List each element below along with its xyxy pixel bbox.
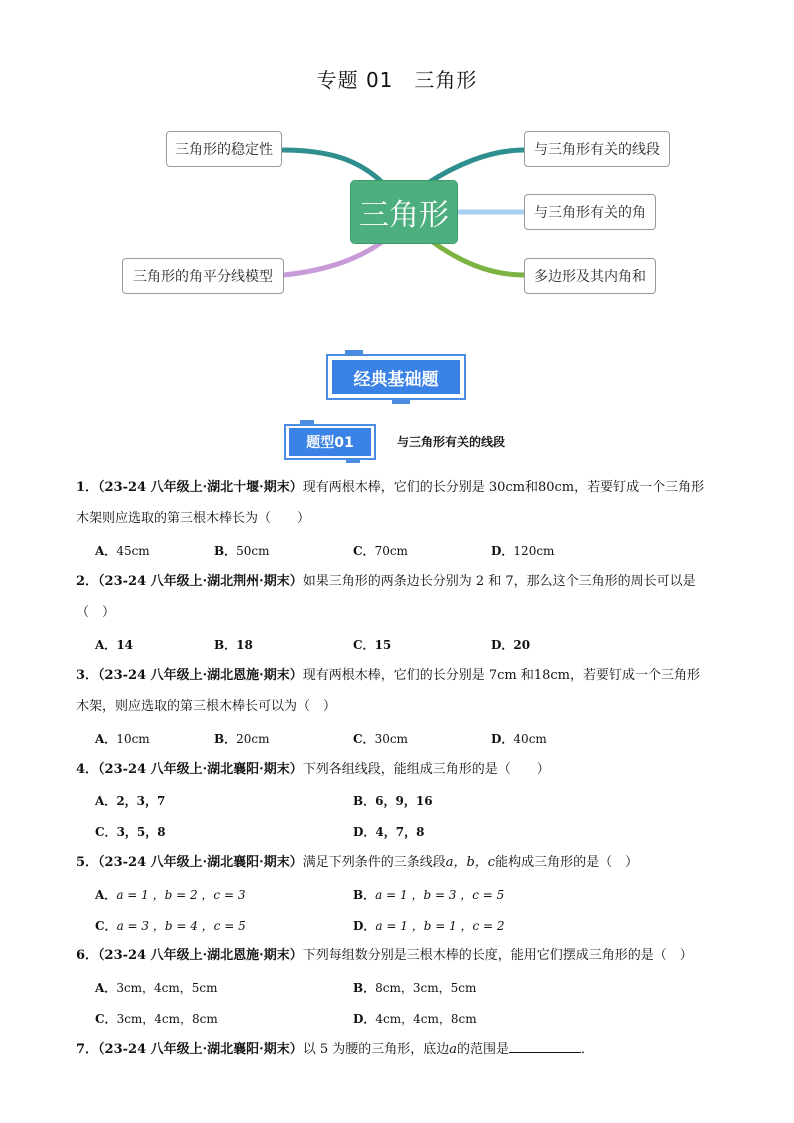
question-number: 7． <box>76 1042 99 1057</box>
option-d: D．4cm，4cm，8cm <box>353 1012 477 1026</box>
question-number: 4． <box>76 762 99 777</box>
mindmap-node-stability: 三角形的稳定性 <box>166 131 282 167</box>
type-tab <box>300 420 314 425</box>
mindmap-node-polygons: 多边形及其内角和 <box>524 258 656 294</box>
question-source: （23-24 八年级上·湖北恩施·期末） <box>98 668 303 683</box>
branch-left-bottom <box>284 240 385 275</box>
option-b: B．50cm <box>214 544 270 558</box>
option-d: D．a = 1 ，b = 1 ，c = 2 <box>353 919 505 933</box>
question-stem-end: 能构成三角形的是（ ） <box>495 855 639 870</box>
question-number: 6． <box>76 948 99 963</box>
question-stem: 现有两根木棒，它们的长分别是 30cm和80cm，若要钉成一个三角形 <box>302 480 705 495</box>
question-1 <box>76 472 726 534</box>
option-a: A．a = 1 ，b = 2 ，c = 3 <box>95 888 246 902</box>
question-source: （23-24 八年级上·湖北襄阳·期末） <box>98 762 303 777</box>
question-source: （23-24 八年级上·湖北襄阳·期末） <box>98 855 303 870</box>
question-number: 1． <box>76 480 99 495</box>
option-c: C．3cm，4cm，8cm <box>95 1012 218 1026</box>
question-2 <box>76 566 726 628</box>
question-variable: a <box>449 1042 458 1057</box>
question-stem: 以 5 为腰的三角形，底边 <box>302 1042 450 1057</box>
option-a: A．45cm <box>95 544 150 558</box>
question-stem: （ ） <box>76 605 116 620</box>
page-title: 专题 01 三角形 <box>316 68 478 92</box>
option-c: C．15 <box>353 638 392 652</box>
question-stem: 现有两根木棒，它们的长分别是 7cm 和18cm，若要钉成一个三角形 <box>302 668 700 683</box>
question-4 <box>76 754 726 785</box>
question-stem: 满足下列条件的三条线段 <box>302 855 446 870</box>
option-b: B．6，9，16 <box>353 794 433 808</box>
question-variables: a，b，c <box>445 855 496 870</box>
question-5 <box>76 847 726 878</box>
option-d: D．40cm <box>491 732 547 746</box>
banner-tab <box>392 398 410 404</box>
question-number: 2． <box>76 574 99 589</box>
type-title: 与三角形有关的线段 <box>397 435 506 449</box>
mindmap-node-bisector-model: 三角形的角平分线模型 <box>122 258 284 294</box>
mindmap-node-angles: 与三角形有关的角 <box>524 194 656 230</box>
option-a: A．2，3，7 <box>95 794 166 808</box>
option-a: A．10cm <box>95 732 150 746</box>
option-b: B．18 <box>214 638 253 652</box>
branch-right-3 <box>430 240 524 275</box>
option-a: A．3cm，4cm，5cm <box>95 981 218 995</box>
question-source: （23-24 八年级上·湖北十堰·期末） <box>98 480 303 495</box>
option-c: C．a = 3 ，b = 4 ，c = 5 <box>95 919 246 933</box>
question-stem-end: 的范围是 <box>457 1042 510 1057</box>
question-7 <box>76 1034 726 1065</box>
question-stem: 木架则应选取的第三根木棒长为（ ） <box>76 511 311 526</box>
question-number: 3． <box>76 668 99 683</box>
question-3 <box>76 660 726 722</box>
option-b: B．a = 1 ，b = 3 ，c = 5 <box>353 888 505 902</box>
question-source: （23-24 八年级上·湖北襄阳·期末） <box>98 1042 303 1057</box>
option-b: B．20cm <box>214 732 270 746</box>
option-b: B．8cm，3cm，5cm <box>353 981 477 995</box>
option-c: C．70cm <box>353 544 408 558</box>
option-d: D．4，7，8 <box>353 825 425 839</box>
branch-right-1 <box>425 150 524 185</box>
question-stem: 木架，则应选取的第三根木棒长可以为（ ） <box>76 699 337 714</box>
type-label: 题型01 <box>289 428 371 456</box>
option-c: C．3，5，8 <box>95 825 166 839</box>
mindmap-branches <box>0 0 794 320</box>
mindmap-center-node: 三角形 <box>351 181 457 243</box>
option-c: C．30cm <box>353 732 408 746</box>
option-d: D．20 <box>491 638 531 652</box>
question-number: 5． <box>76 855 99 870</box>
question-source: （23-24 八年级上·湖北荆州·期末） <box>98 574 303 589</box>
mindmap-node-segments: 与三角形有关的线段 <box>524 131 670 167</box>
banner-tab <box>345 350 363 356</box>
question-stem: 下列每组数分别是三根木棒的长度，能用它们摆成三角形的是（ ） <box>302 948 693 963</box>
answer-blank[interactable] <box>509 1040 581 1053</box>
type-tab <box>346 458 360 463</box>
option-d: D．120cm <box>491 544 555 558</box>
section-banner: 经典基础题 <box>332 360 460 394</box>
question-stem: 如果三角形的两条边长分别为 2 和 7，那么这个三角形的周长可以是 <box>302 574 696 589</box>
branch-left-top <box>282 150 385 185</box>
question-stem: 下列各组线段，能组成三角形的是（ ） <box>302 762 550 777</box>
question-tail: ． <box>581 1042 595 1057</box>
question-6 <box>76 940 726 971</box>
option-a: A．14 <box>95 638 134 652</box>
question-source: （23-24 八年级上·湖北恩施·期末） <box>98 948 303 963</box>
